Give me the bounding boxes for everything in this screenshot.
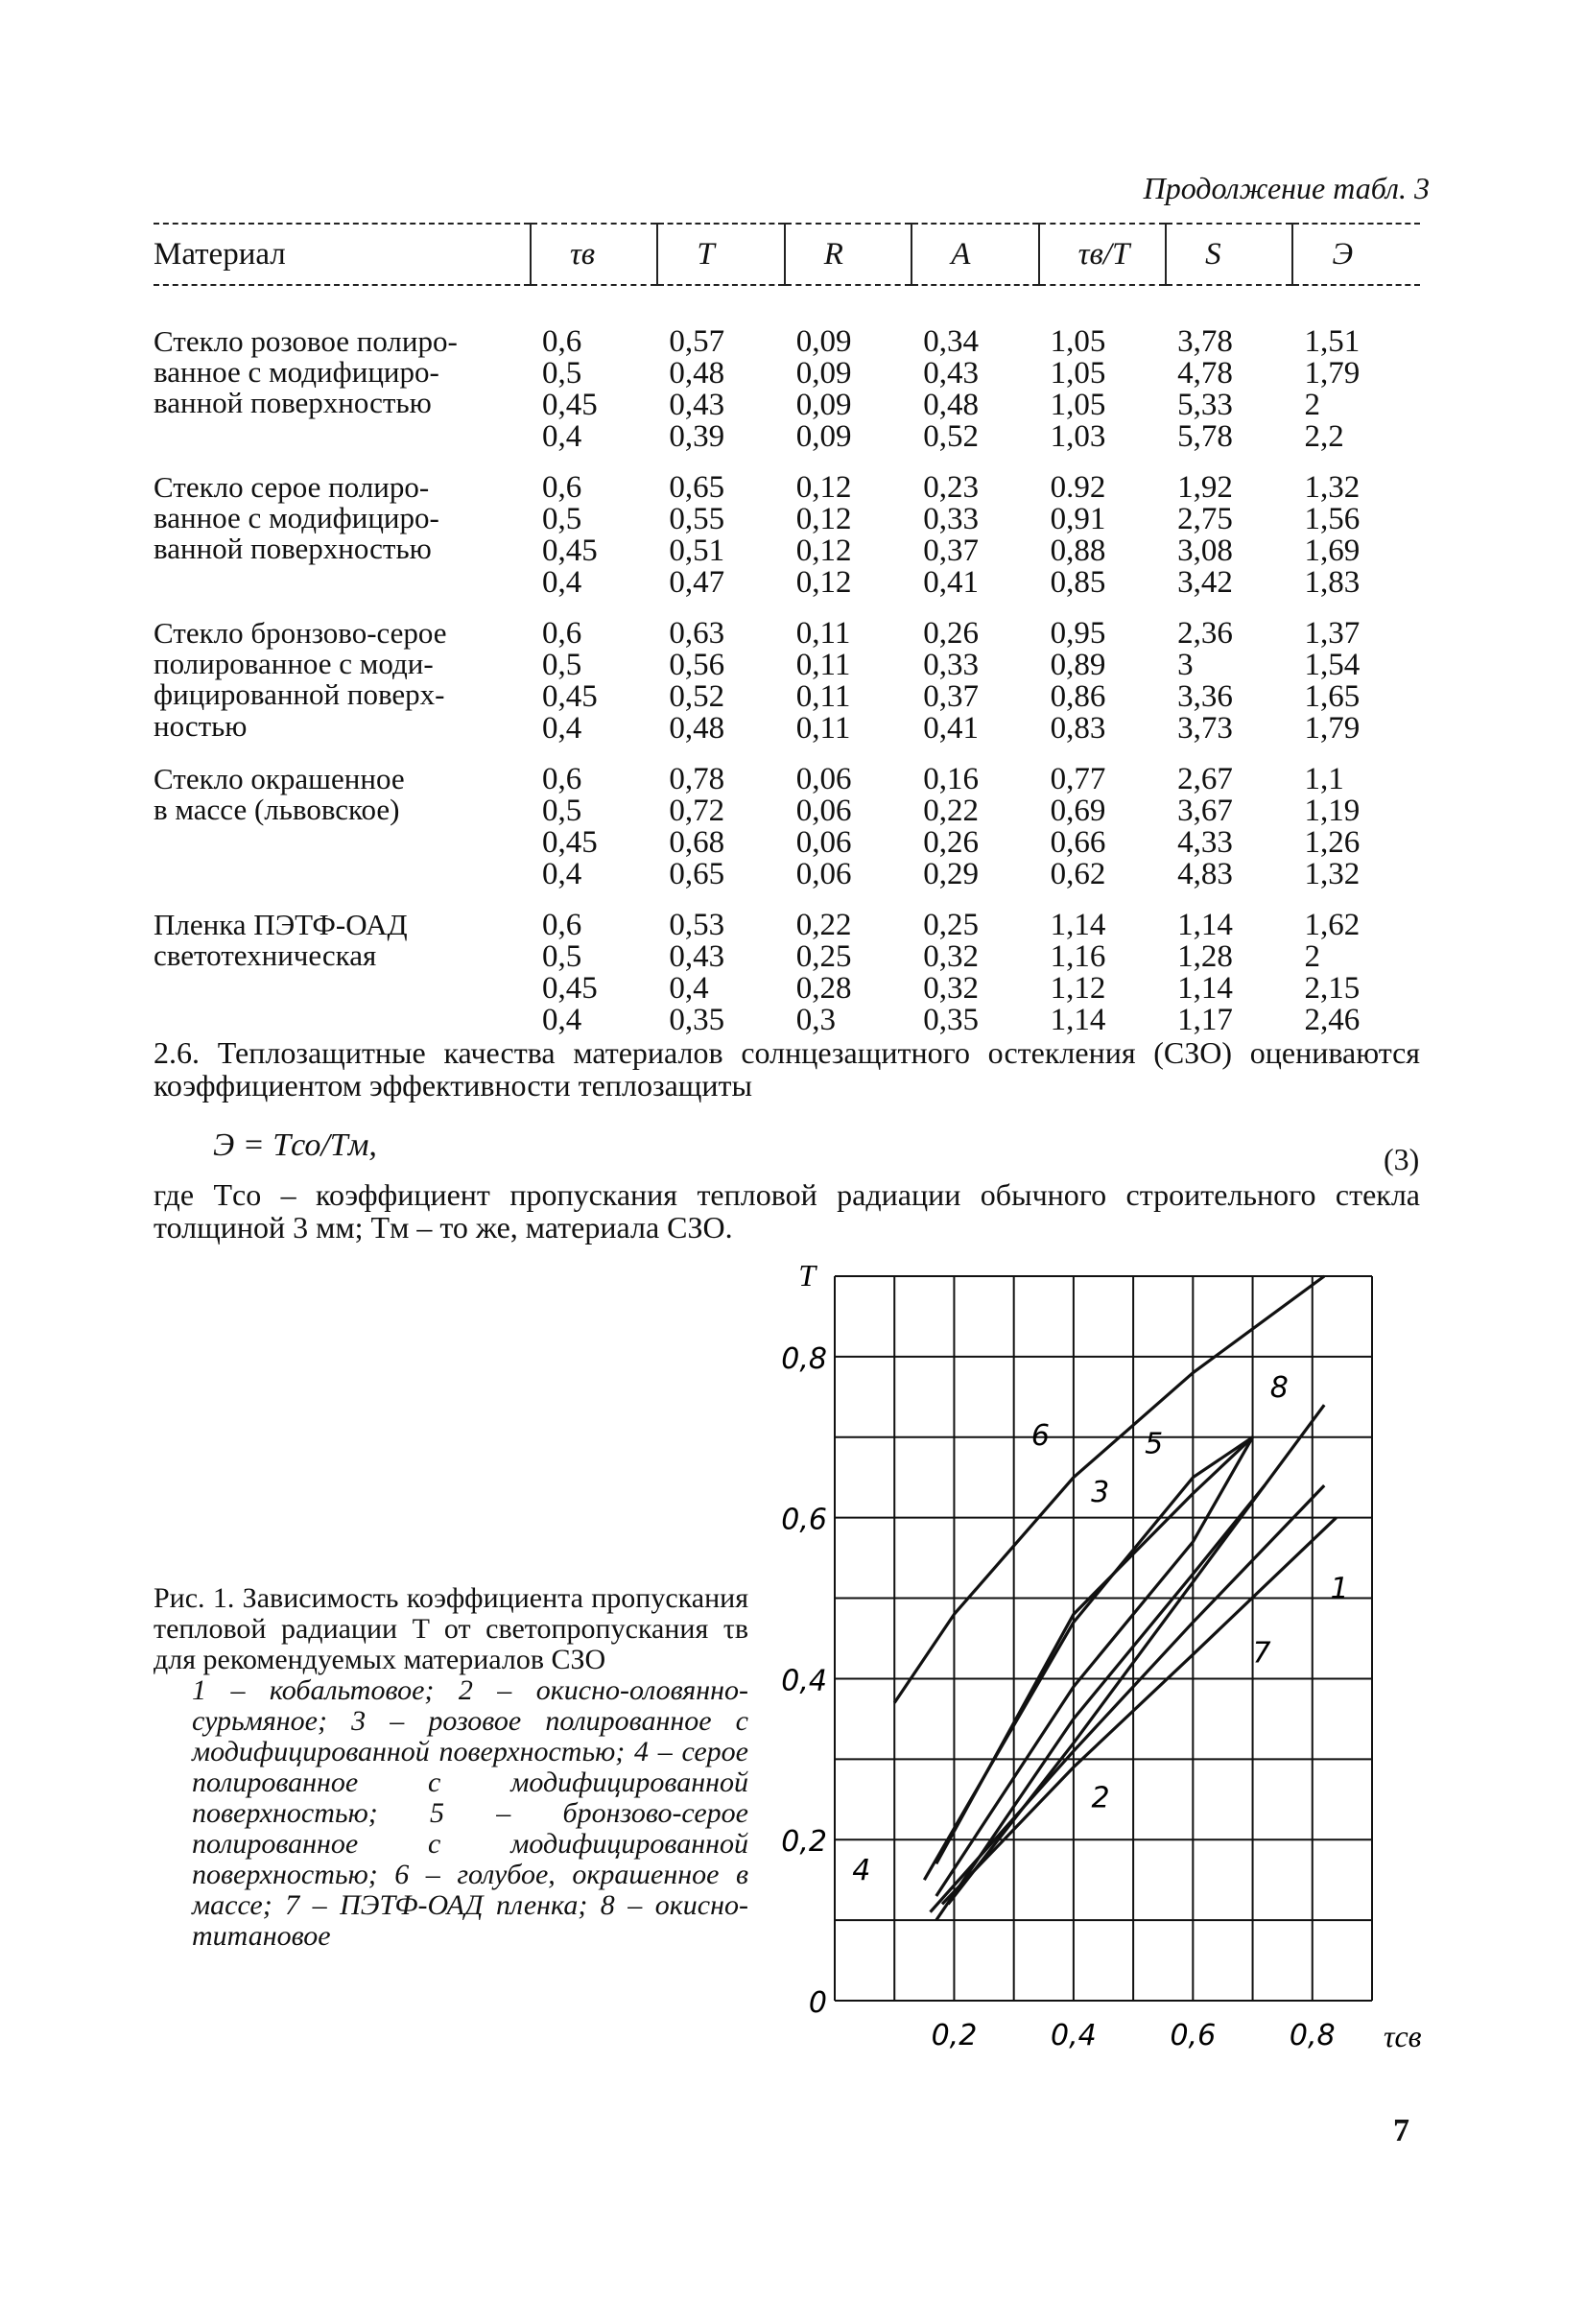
value: 0,09 [795, 388, 852, 422]
value: 3,08 [1177, 534, 1233, 568]
series-line-4 [924, 1437, 1252, 1880]
value: 0,35 [669, 1003, 725, 1037]
value: 1,16 [1050, 939, 1106, 974]
value: 0,33 [923, 648, 979, 682]
value: 0,6 [541, 908, 582, 942]
value: 0,32 [923, 939, 979, 974]
value-cell-R [785, 764, 911, 910]
figure-legend: 1 – кобальтовое; 2 – окисно-оловянно-сурьмяное; 3 – розовое полированное с модифицированной поверхностью; 4 – серое полированное с модифицированной поверхностью; 5 – бронзово-серое полированное с модифицированной поверхностью; 6 – голубое, окрашенное в массе; 7 – ПЭТФ-ОАД пленка; 8 – окисно-титановое [192, 1674, 748, 1952]
value: 0,6 [541, 762, 582, 796]
value-cell-A [911, 764, 1038, 910]
value: 0,3 [795, 1003, 837, 1037]
value-cell-A [911, 910, 1038, 1055]
value: 0,23 [923, 470, 979, 505]
value: 0,6 [541, 616, 582, 651]
table-header-row [154, 224, 1420, 285]
series-label-1: 1 [1330, 1572, 1349, 1606]
value: 0,86 [1050, 679, 1106, 714]
table-row [154, 618, 1420, 764]
value: 1,14 [1177, 971, 1233, 1006]
value-cell-S [1166, 618, 1292, 764]
value: 0,56 [669, 648, 725, 682]
value: 3,42 [1177, 565, 1233, 600]
value-cell-R [785, 326, 911, 472]
value: 1,1 [1304, 762, 1344, 796]
value-cell-S [1166, 472, 1292, 618]
value: 0,25 [923, 908, 979, 942]
table-row [154, 764, 1420, 910]
value: 1,92 [1177, 470, 1233, 505]
value: 0,45 [541, 971, 598, 1006]
value: 0,06 [795, 794, 852, 828]
material-name: Стекло розовое полиро- ванное с модифициро- ванной поверхностью [154, 324, 458, 420]
value: 1,79 [1304, 711, 1361, 746]
value-cell-E [1292, 326, 1420, 472]
value-cell-R [785, 472, 911, 618]
value: 0.92 [1050, 470, 1106, 505]
value: 1,32 [1304, 857, 1361, 891]
table-row [154, 326, 1420, 472]
value: 1,26 [1304, 825, 1361, 860]
value-cell-tau [531, 326, 657, 472]
value-cell-E [1292, 618, 1420, 764]
value-cell-S [1166, 326, 1292, 472]
value: 1,19 [1304, 794, 1361, 828]
value: 0,43 [669, 388, 725, 422]
header-tau: τв [531, 224, 657, 285]
value: 4,83 [1177, 857, 1233, 891]
value-cell-A [911, 326, 1038, 472]
table-row [154, 910, 1420, 1055]
header-material: Материал [154, 224, 531, 285]
series-label-6: 6 [1030, 1419, 1050, 1454]
value: 2,15 [1304, 971, 1361, 1006]
value-cell-E [1292, 764, 1420, 910]
y-tick-label: 0,2 [781, 1825, 827, 1860]
value: 0,28 [795, 971, 852, 1006]
value: 4,78 [1177, 356, 1233, 391]
value: 1,14 [1177, 908, 1233, 942]
value: 0,09 [795, 324, 852, 359]
value: 1,65 [1304, 679, 1361, 714]
value-cell-tau [531, 618, 657, 764]
value: 1,14 [1050, 1003, 1106, 1037]
value: 0,85 [1050, 565, 1106, 600]
value: 0,4 [669, 971, 709, 1006]
value-cell-A [911, 618, 1038, 764]
series-label-5: 5 [1145, 1427, 1164, 1461]
value: 0,77 [1050, 762, 1106, 796]
value: 0,34 [923, 324, 979, 359]
y-tick-label: 0 [808, 1986, 827, 2020]
value: 0,5 [541, 794, 582, 828]
value: 2 [1304, 388, 1320, 422]
figure-caption [154, 1583, 748, 1952]
value: 0,89 [1050, 648, 1106, 682]
value: 1,12 [1050, 971, 1106, 1006]
value: 0,12 [795, 565, 852, 600]
value: 0,06 [795, 857, 852, 891]
value: 0,35 [923, 1003, 979, 1037]
value-cell-ratio [1039, 326, 1166, 472]
figure-1-chart [768, 1247, 1439, 2092]
value-cell-ratio [1039, 910, 1166, 1055]
value: 0,4 [541, 1003, 582, 1037]
value: 2,2 [1304, 419, 1344, 454]
value-cell-tau [531, 764, 657, 910]
value-cell-ratio [1039, 618, 1166, 764]
value: 2,46 [1304, 1003, 1361, 1037]
value: 0,68 [669, 825, 725, 860]
value-cell-T [657, 764, 784, 910]
header-ratio: τв/T [1039, 224, 1166, 285]
value: 0,6 [541, 324, 582, 359]
value: 3,36 [1177, 679, 1233, 714]
value: 3,78 [1177, 324, 1233, 359]
value: 1,14 [1050, 908, 1106, 942]
value: 0,26 [923, 825, 979, 860]
value: 0,4 [541, 711, 582, 746]
value-cell-R [785, 618, 911, 764]
value: 0,51 [669, 534, 725, 568]
value: 0,41 [923, 565, 979, 600]
value: 0,65 [669, 857, 725, 891]
value: 0,5 [541, 502, 582, 536]
y-tick-label: 0,8 [781, 1341, 827, 1376]
value: 0,26 [923, 616, 979, 651]
header-A: A [911, 224, 1038, 285]
header-R: R [785, 224, 911, 285]
value-cell-S [1166, 910, 1292, 1055]
value: 0,39 [669, 419, 725, 454]
value: 0,4 [541, 419, 582, 454]
value: 0,43 [669, 939, 725, 974]
section-2-6-text: 2.6. Теплозащитные качества материалов солнцезащитного остекления (СЗО) оцениваются коэффициентом эффективности теплозащиты [154, 1035, 1420, 1103]
value: 3 [1177, 648, 1194, 682]
value: 0,53 [669, 908, 725, 942]
x-tick-label: 0,4 [1051, 2019, 1097, 2052]
value: 0,45 [541, 679, 598, 714]
formula-explanation: где Tсо – коэффициент пропускания тепловой радиации обычного строительного стекла толщиной 3 мм; Tм – то же, материала СЗО. [154, 1177, 1420, 1245]
value: 5,33 [1177, 388, 1233, 422]
value: 0,12 [795, 470, 852, 505]
value: 0,09 [795, 356, 852, 391]
table-row [154, 472, 1420, 618]
value: 0,66 [1050, 825, 1106, 860]
value: 5,78 [1177, 419, 1233, 454]
value: 1,56 [1304, 502, 1361, 536]
value: 0,33 [923, 502, 979, 536]
value: 1,79 [1304, 356, 1361, 391]
value-cell-tau [531, 472, 657, 618]
value: 1,05 [1050, 324, 1106, 359]
x-tick-label: 0,8 [1289, 2019, 1336, 2052]
value: 2,75 [1177, 502, 1233, 536]
y-tick-label: 0,4 [781, 1664, 827, 1698]
value: 0,63 [669, 616, 725, 651]
value: 0,6 [541, 470, 582, 505]
value: 0,48 [669, 356, 725, 391]
value: 0,22 [795, 908, 852, 942]
value: 1,51 [1304, 324, 1361, 359]
value: 0,48 [923, 388, 979, 422]
value: 1,03 [1050, 419, 1106, 454]
page-number: 7 [1393, 2113, 1409, 2148]
value: 0,91 [1050, 502, 1106, 536]
material-name: Стекло серое полиро- ванное с модифициро- ванной поверхностью [154, 470, 439, 566]
value: 2,67 [1177, 762, 1233, 796]
value-cell-R [785, 910, 911, 1055]
value: 1,69 [1304, 534, 1361, 568]
value: 1,32 [1304, 470, 1361, 505]
value: 0,47 [669, 565, 725, 600]
value: 0,09 [795, 419, 852, 454]
table-body [154, 326, 1420, 1055]
figure-caption-title: Рис. 1. Зависимость коэффициента пропускания тепловой радиации T от светопропускания τв для рекомендуемых материалов СЗО [154, 1582, 748, 1675]
value: 0,72 [669, 794, 725, 828]
x-tick-label: 0,2 [931, 2019, 978, 2052]
value: 1,83 [1304, 565, 1361, 600]
value-cell-tau [531, 910, 657, 1055]
value: 0,65 [669, 470, 725, 505]
value: 0,37 [923, 679, 979, 714]
value-cell-T [657, 618, 784, 764]
value: 0,22 [923, 794, 979, 828]
material-name: Пленка ПЭТФ-ОАД светотехническая [154, 908, 408, 973]
value: 0,45 [541, 534, 598, 568]
y-tick-label: 0,6 [781, 1503, 827, 1537]
value: 0,12 [795, 502, 852, 536]
value: 0,48 [669, 711, 725, 746]
value: 0,16 [923, 762, 979, 796]
value: 0,4 [541, 857, 582, 891]
table-continuation-caption: Продолжение табл. 3 [1143, 171, 1430, 205]
header-S: S [1166, 224, 1292, 285]
value: 0,52 [923, 419, 979, 454]
value: 0,62 [1050, 857, 1106, 891]
value: 0,78 [669, 762, 725, 796]
value: 0,69 [1050, 794, 1106, 828]
value: 0,88 [1050, 534, 1106, 568]
header-T: T [657, 224, 784, 285]
value: 0,11 [795, 648, 851, 682]
value: 0,5 [541, 356, 582, 391]
value: 0,06 [795, 825, 852, 860]
value: 0,45 [541, 388, 598, 422]
value: 0,95 [1050, 616, 1106, 651]
series-label-4: 4 [852, 1854, 871, 1888]
value: 1,05 [1050, 356, 1106, 391]
value: 0,29 [923, 857, 979, 891]
material-name: Стекло окрашенное в массе (львовское) [154, 762, 405, 827]
value: 0,57 [669, 324, 725, 359]
value: 0,25 [795, 939, 852, 974]
series-line-1 [942, 1518, 1337, 1905]
material-name: Стекло бронзово-серое полированное с моди- фицированной поверх- ностью [154, 616, 447, 743]
value-cell-E [1292, 472, 1420, 618]
value: 3,73 [1177, 711, 1233, 746]
value: 4,33 [1177, 825, 1233, 860]
x-tick-label: 0,6 [1170, 2019, 1217, 2052]
value-cell-T [657, 472, 784, 618]
value-cell-ratio [1039, 472, 1166, 618]
value-cell-E [1292, 910, 1420, 1055]
value-cell-S [1166, 764, 1292, 910]
value: 0,37 [923, 534, 979, 568]
series-line-2 [931, 1485, 1325, 1912]
value: 0,06 [795, 762, 852, 796]
series-label-8: 8 [1269, 1370, 1289, 1405]
formula-3: Э = Tсо/Tм, [213, 1127, 377, 1163]
value: 0,12 [795, 534, 852, 568]
value: 2,36 [1177, 616, 1233, 651]
value: 0,55 [669, 502, 725, 536]
value: 0,45 [541, 825, 598, 860]
value: 0,11 [795, 616, 851, 651]
value: 0,4 [541, 565, 582, 600]
y-axis-label: T [798, 1258, 816, 1292]
series-label-3: 3 [1091, 1475, 1110, 1509]
value: 1,05 [1050, 388, 1106, 422]
value: 0,11 [795, 679, 851, 714]
value: 1,62 [1304, 908, 1361, 942]
series-label-7: 7 [1252, 1636, 1271, 1671]
formula-number: (3) [1384, 1142, 1420, 1176]
value: 0,52 [669, 679, 725, 714]
value: 0,11 [795, 711, 851, 746]
value-cell-T [657, 910, 784, 1055]
value: 0,5 [541, 939, 582, 974]
value: 3,67 [1177, 794, 1233, 828]
x-axis-label: τсв [1384, 2019, 1422, 2053]
properties-table [154, 223, 1420, 1055]
value: 1,37 [1304, 616, 1361, 651]
header-E: Э [1292, 224, 1420, 285]
value-cell-ratio [1039, 764, 1166, 910]
value: 1,54 [1304, 648, 1361, 682]
value-cell-A [911, 472, 1038, 618]
value: 0,43 [923, 356, 979, 391]
value: 0,32 [923, 971, 979, 1006]
value: 0,41 [923, 711, 979, 746]
series-label-2: 2 [1091, 1781, 1110, 1815]
value: 0,83 [1050, 711, 1106, 746]
value: 1,17 [1177, 1003, 1233, 1037]
value-cell-T [657, 326, 784, 472]
value: 2 [1304, 939, 1320, 974]
value: 0,5 [541, 648, 582, 682]
value: 1,28 [1177, 939, 1233, 974]
